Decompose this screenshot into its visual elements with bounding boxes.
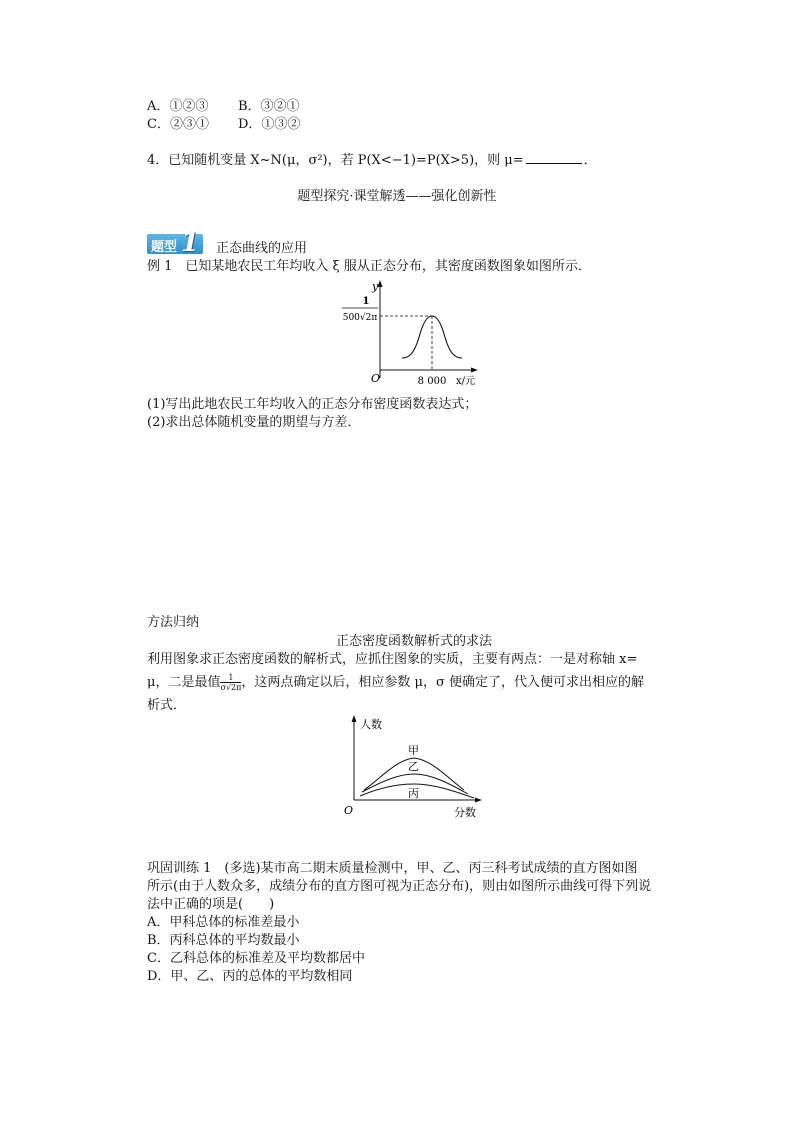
method-line2-b: ，这两点确定以后，相应参数 μ，σ 便确定了，代入便可求出相应的解 <box>241 675 644 690</box>
topic-badge-number: 1 <box>181 228 200 258</box>
answer-blank <box>526 151 582 164</box>
practice-line-1: 巩固训练 1 (多选)某市高二期末质量检测中，甲、乙、丙三科考试成绩的直方图如图 <box>147 861 638 876</box>
method-title: 正态密度函数解析式的求法 <box>335 634 492 649</box>
graph2-y-arrow <box>352 715 357 722</box>
option-a: A．①②③ <box>147 99 209 114</box>
sub-question-2: (2)求出总体随机变量的期望与方差． <box>147 415 361 430</box>
graph2-x-arrow <box>475 798 482 803</box>
max-value-numerator: 1 <box>220 673 241 683</box>
example-1: 例 1 已知某地农民工年均收入 ξ 服从正态分布，其密度函数图象如图所示． <box>147 259 591 274</box>
comparison-graph <box>336 712 486 824</box>
sub-question-1: (1)写出此地农民工年均收入的正态分布密度函数表达式； <box>147 397 478 412</box>
graph2-x-label: 分数 <box>454 806 476 819</box>
method-label: 方法归纳 <box>147 615 200 630</box>
graph1-x-tick: 8 000 <box>417 376 447 387</box>
options-row-2 <box>147 116 300 133</box>
topic-title: 正态曲线的应用 <box>216 241 308 256</box>
graph1-y-label: y <box>372 280 379 293</box>
option-d: D．①③② <box>238 117 301 132</box>
graph2-y-label: 人数 <box>360 718 382 731</box>
option-b: B．③②① <box>238 99 300 114</box>
method-paragraph-line-2 <box>147 673 644 692</box>
topic-badge-text: 题型 <box>151 240 178 255</box>
max-value-fraction <box>220 673 241 692</box>
graph1-peak-den: 500√2π <box>342 313 378 323</box>
practice-line-3: 法中正确的项是( ) <box>147 897 275 912</box>
curve-yi-label: 乙 <box>408 760 419 773</box>
question-4-text: 4．已知随机变量 X~N(μ，σ²)，若 P(X<−1)=P(X>5)，则 μ= <box>147 153 524 168</box>
graph1-origin: O <box>371 372 381 385</box>
method-line2-a: μ，二是最值 <box>147 675 221 690</box>
graph2-origin: O <box>344 804 354 817</box>
question-4-end: ． <box>583 153 597 168</box>
graph1-y-arrow <box>378 280 383 287</box>
practice-option-c: C．乙科总体的标准差及平均数都居中 <box>147 951 365 966</box>
graph1-x-label: x/元 <box>456 376 476 387</box>
section-title: 题型探究·课堂解透——强化创新性 <box>297 189 497 204</box>
curve-bing-label: 丙 <box>408 787 419 800</box>
method-paragraph-line-3: 析式． <box>147 698 187 713</box>
options-row-1 <box>147 98 300 115</box>
graph1-x-arrow <box>471 368 478 373</box>
curve-jia-label: 甲 <box>408 744 419 757</box>
graph1-peak-num: 1 <box>362 296 370 307</box>
topic-badge <box>147 228 203 258</box>
question-4 <box>147 151 597 169</box>
density-graph <box>330 278 490 390</box>
practice-option-a: A．甲科总体的标准差最小 <box>147 915 300 930</box>
method-paragraph-line-1: 利用图象求正态密度函数的解析式，应抓住图象的实质，主要有两点：一是对称轴 x= <box>147 652 638 667</box>
practice-option-b: B．丙科总体的平均数最小 <box>147 933 300 948</box>
option-c: C．②③① <box>147 117 209 132</box>
practice-option-d: D．甲、乙、丙的总体的平均数相同 <box>147 969 353 984</box>
practice-line-2: 所示(由于人数众多，成绩分布的直方图可视为正态分布)，则由如图所示曲线可得下列说 <box>147 879 652 894</box>
max-value-denominator: σ√2π <box>220 683 242 692</box>
